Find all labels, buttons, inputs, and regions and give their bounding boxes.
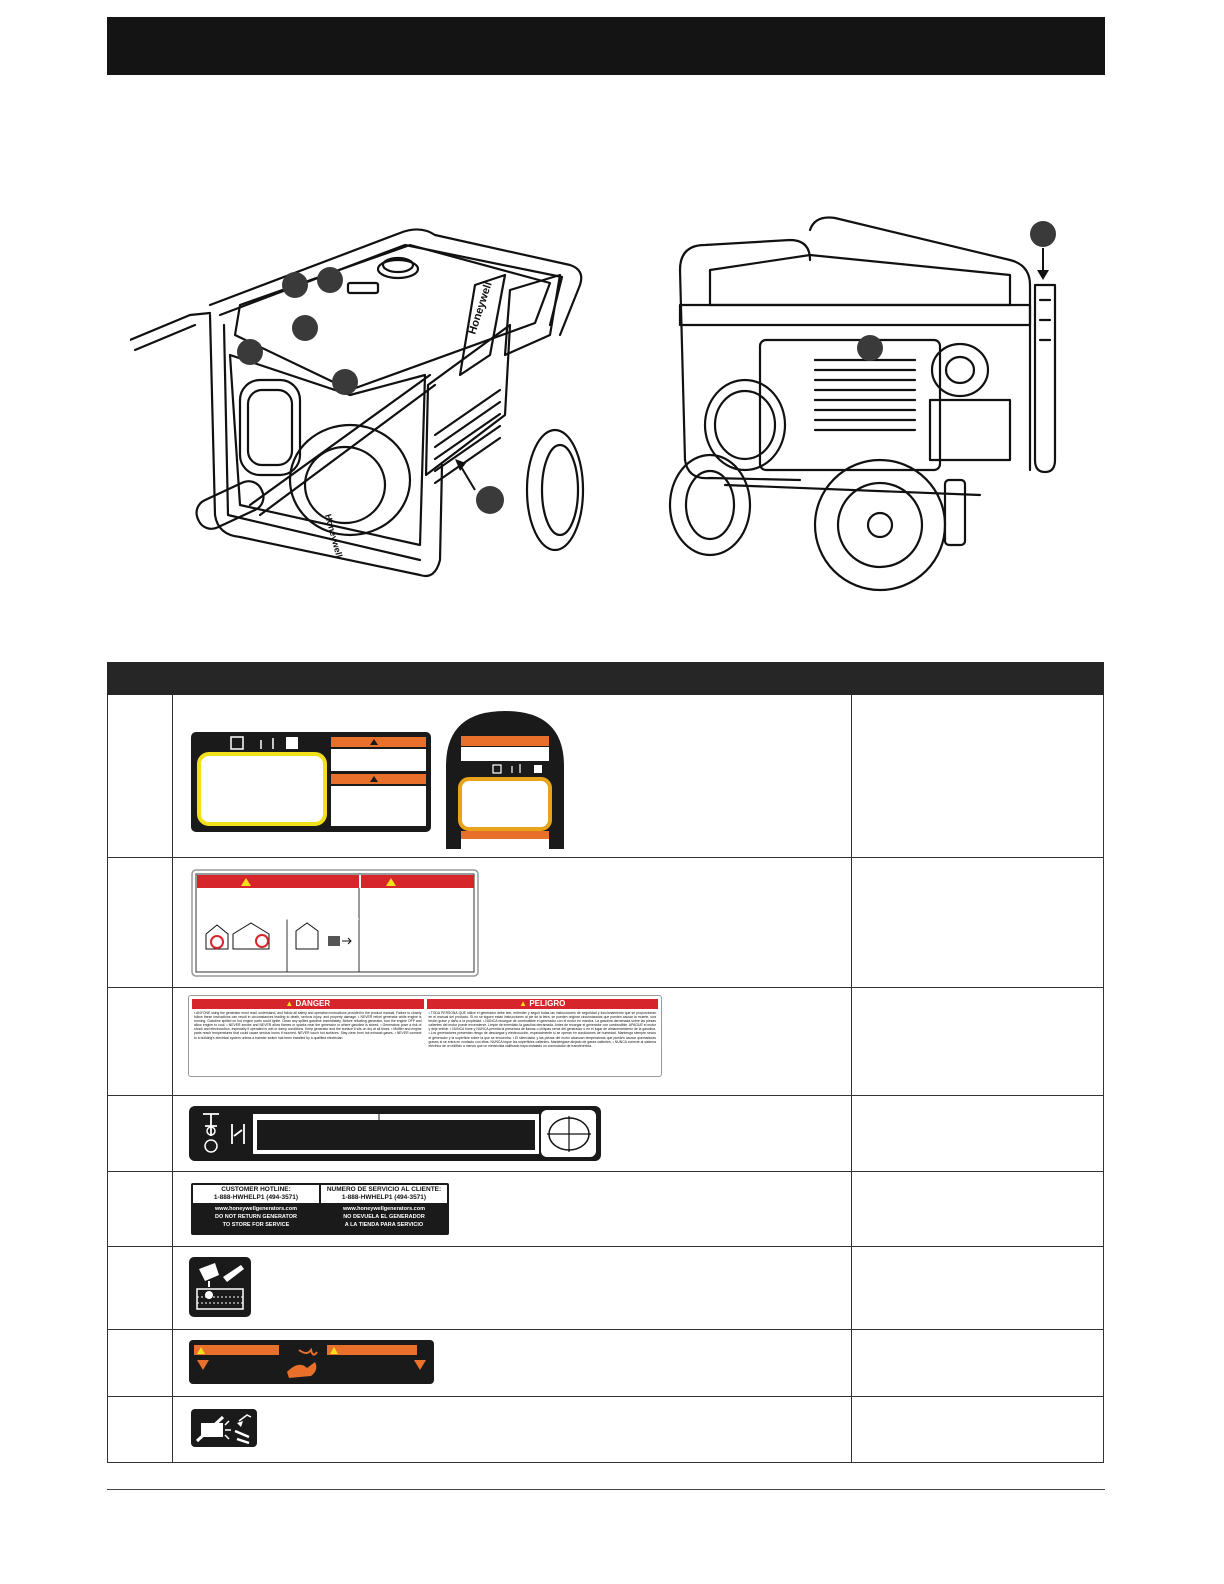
header-description bbox=[173, 663, 852, 695]
brand-logo-engine: Honeywell bbox=[323, 512, 345, 559]
callout-circle bbox=[476, 486, 504, 514]
hotline-website: www.honeywellgenerators.com bbox=[214, 1206, 297, 1212]
row-decal-cell bbox=[173, 1330, 852, 1397]
callout-circle bbox=[282, 272, 308, 298]
table-row bbox=[108, 1096, 1104, 1172]
row-location bbox=[852, 1330, 1104, 1397]
row-location bbox=[852, 988, 1104, 1096]
hotline-note-1-es: NO DEVUELA EL GENERADOR bbox=[343, 1214, 425, 1220]
row-decal-cell bbox=[173, 1397, 852, 1463]
row-decal-cell bbox=[173, 1172, 852, 1247]
hotline-note-2: TO STORE FOR SERVICE bbox=[222, 1222, 290, 1228]
row-decal-cell bbox=[173, 988, 852, 1096]
callout-circle bbox=[1030, 221, 1056, 247]
peligro-text: • TODA PERSONA QUE utilice el generador debe leer, entender y seguir todas las instrucciones de seguridad y funcionamiento que se proporcionan en el manual del producto. Si no se siguen estas instrucciones al pie de la letra, se pueden originar circunstancias que pueden causar la muerte, una lesión grave y daño a la propiedad. • NUNCA recargue de combustible el generador con el motor en marcha. La gasolina derramada sobre las piezas calientes del motor puede encenderse. Limpie de inmediato la gasolina derramada. Antes de recargar el generador con combustible, APAGUE el motor y deje enfriar. • NUNCA fume y NUNCA permita la presencia de llamas o chispas cerca del generador o en el lugar de almacenamiento de la gasolina. • Los generadores presentan riesgo de descargas y electrocución, especialmente si se operan en condiciones de humedad. Mantenga siempre secos el generador y la superficie sobre la que se encuentra. • El silenciador y las piezas del motor alcanzan temperaturas que pueden causar quemaduras graves si se entra en contacto con ellas. NUNCA toque las superficies calientes. Manténgase alejado de gases calientes. • NUNCA conecte al sistema eléctrico de un edificio a menos que un electricista calificado haya instalado un conmutador de transferencia. bbox=[428, 1011, 656, 1048]
row-location bbox=[852, 695, 1104, 858]
row-location bbox=[852, 1247, 1104, 1330]
hotline-english-panel bbox=[193, 1185, 319, 1233]
outlet-panel-decal bbox=[446, 711, 564, 849]
control-panel-decal bbox=[191, 732, 431, 832]
table-row bbox=[108, 858, 1104, 988]
hotline-title: CUSTOMER HOTLINE: bbox=[221, 1186, 291, 1193]
hotline-website-es: www.honeywellgenerators.com bbox=[342, 1206, 425, 1212]
row-location bbox=[852, 1172, 1104, 1247]
callout-circle bbox=[292, 315, 318, 341]
table-row bbox=[108, 1247, 1104, 1330]
row-location bbox=[852, 1397, 1104, 1463]
no-water-spray-icon bbox=[191, 1409, 257, 1447]
generator-rear-view-illustration bbox=[650, 210, 1070, 595]
row-number bbox=[108, 858, 173, 988]
row-number bbox=[108, 988, 173, 1096]
generator-front-view-illustration bbox=[130, 215, 600, 595]
row-number bbox=[108, 1247, 173, 1330]
row-location bbox=[852, 1096, 1104, 1172]
danger-peligro-decal bbox=[188, 995, 662, 1077]
hotline-title-es: NUMERO DE SERVICIO AL CLIENTE: bbox=[326, 1186, 442, 1193]
hot-surface-warning-decal bbox=[189, 1340, 434, 1384]
hotline-note-2-es: A LA TIENDA PARA SERVICIO bbox=[344, 1222, 424, 1228]
table-header-row bbox=[108, 663, 1104, 695]
hotline-phone-es: 1-888-HWHELP1 (494-3571) bbox=[341, 1194, 427, 1201]
table-row bbox=[108, 988, 1104, 1096]
page-header-bar bbox=[107, 17, 1105, 75]
carbon-monoxide-danger-decal bbox=[191, 869, 479, 977]
hotline-phone: 1-888-HWHELP1 (494-3571) bbox=[213, 1194, 299, 1201]
callout-circle bbox=[237, 339, 263, 365]
row-number bbox=[108, 695, 173, 858]
decals-table bbox=[107, 662, 1104, 1462]
callout-circle bbox=[857, 335, 883, 361]
row-number bbox=[108, 1096, 173, 1172]
footer-rule bbox=[107, 1489, 1105, 1490]
table-row bbox=[108, 1330, 1104, 1397]
row-decal-cell bbox=[173, 1096, 852, 1172]
hotline-spanish-panel bbox=[321, 1185, 447, 1233]
callout-circle bbox=[317, 267, 343, 293]
table-row bbox=[108, 1397, 1104, 1463]
row-decal-cell bbox=[173, 858, 852, 988]
row-decal-cell bbox=[173, 695, 852, 858]
row-number bbox=[108, 1397, 173, 1463]
ground-terminal-decal bbox=[189, 1106, 601, 1161]
brand-logo-front: Honeywell bbox=[466, 280, 495, 336]
danger-panel-english: ▲ DANGER • ANYONE using the generator must read, understand, and follow all safety and operation instructions provided in the product manual. Failure to closely follow these instructions can result in circumstances leading to death, serious injury, and property damage. • NEVER refuel generator while engine is running. Gasoline spilled on hot engine parts could ignite. Clean any spilled gasoline immediately. Before refueling generator, turn the engine OFF and allow engine to cool. • NEVER smoke and NEVER allow flames or sparks near the generator or where gasoline is stored. • Generators pose a risk of shock and electrocution, especially if operated in wet or damp conditions. Keep generator and the surface it sits on dry at all times. • Muffler and engine parts reach temperatures that could cause serious burns if touched. NEVER touch hot surfaces. Stay clear from hot exhaust gases. • NEVER connect to a building's electrical system unless a transfer switch has been installed by a qualified electrician. bbox=[192, 999, 424, 1073]
callout-circle bbox=[332, 369, 358, 395]
row-number bbox=[108, 1330, 173, 1397]
table-row bbox=[108, 695, 1104, 858]
danger-title: DANGER bbox=[295, 999, 331, 1008]
danger-panel-spanish: ▲ PELIGRO • TODA PERSONA QUE utilice el generador debe leer, entender y seguir todas las instrucciones de seguridad y funcionamiento que se proporcionan en el manual del producto. Si no se siguen estas instrucciones al pie de la letra, se pueden originar circunstancias que pueden causar la muerte, una lesión grave y daño a la propiedad. • NUNCA recargue de combustible el generador con el motor en marcha. La gasolina derramada sobre las piezas calientes del motor puede encenderse. Limpie de inmediato la gasolina derramada. Antes de recargar el generador con combustible, APAGUE el motor y deje enfriar. • NUNCA fume y NUNCA permita la presencia de llamas o chispas cerca del generador o en el lugar de almacenamiento de la gasolina. • Los generadores presentan riesgo de descargas y electrocución, especialmente si se operan en condiciones de humedad. Mantenga siempre secos el generador y la superficie sobre la que se encuentra. • El silenciador y las piezas del motor alcanzan temperaturas que pueden causar quemaduras graves si se entra en contacto con ellas. NUNCA toque las superficies calientes. Manténgase alejado de gases calientes. • NUNCA conecte al sistema eléctrico de un edificio a menos que un electricista calificado haya instalado un conmutador de transferencia. bbox=[427, 999, 659, 1073]
row-decal-cell bbox=[173, 1247, 852, 1330]
danger-text: • ANYONE using the generator must read, understand, and follow all safety and operation instructions provided in the product manual. Failure to closely follow these instructions can result in circumstances leading to death, serious injury, and property damage. • NEVER refuel generator while engine is running. Gasoline spilled on hot engine parts could ignite. Clean any spilled gasoline immediately. Before refueling generator, turn the engine OFF and allow engine to cool. • NEVER smoke and NEVER allow flames or sparks near the generator or where gasoline is stored. • Generators pose a risk of shock and electrocution, especially if operated in wet or damp conditions. Keep generator and the surface it sits on dry at all times. • Muffler and engine parts reach temperatures that could cause serious burns if touched. NEVER touch hot surfaces. Stay clear from hot exhaust gases. • NEVER connect to a building's electrical system unless a transfer switch has been installed by a qualified electrician. bbox=[194, 1011, 422, 1040]
oil-fill-icon bbox=[189, 1257, 251, 1317]
row-number bbox=[108, 1172, 173, 1247]
peligro-title: PELIGRO bbox=[529, 999, 566, 1008]
customer-hotline-decal bbox=[191, 1183, 449, 1235]
header-number bbox=[108, 663, 173, 695]
header-location bbox=[852, 663, 1104, 695]
row-location bbox=[852, 858, 1104, 988]
hotline-note-1: DO NOT RETURN GENERATOR bbox=[215, 1214, 297, 1220]
table-row bbox=[108, 1172, 1104, 1247]
